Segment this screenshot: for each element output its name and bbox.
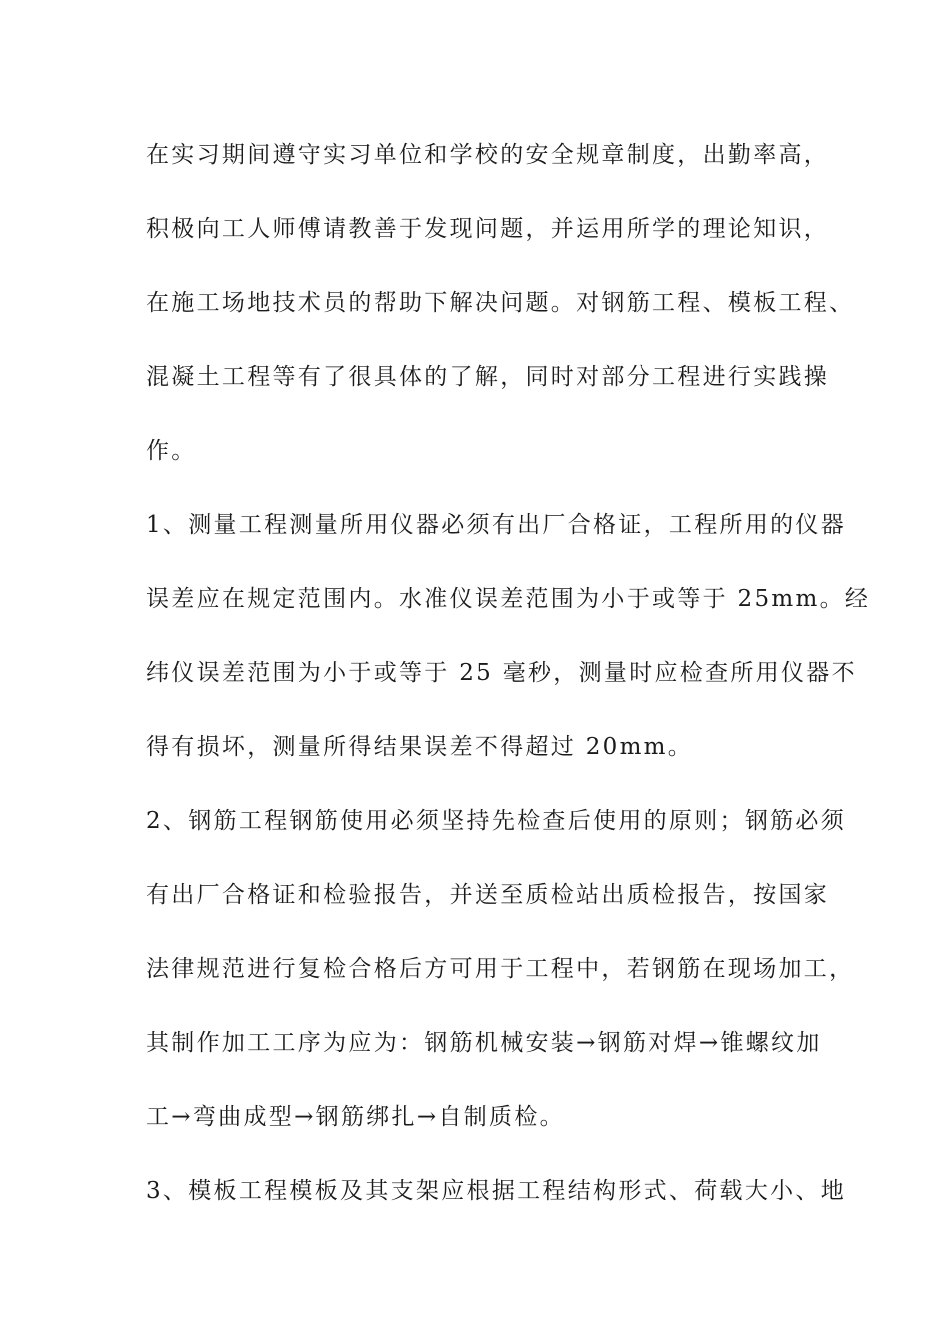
text-line: 法律规范进行复检合格后方可用于工程中，若钢筋在现场加工， — [146, 956, 855, 982]
text-line: 积极向工人师傅请教善于发现问题，并运用所学的理论知识， — [146, 216, 830, 242]
text-line: 有出厂合格证和检验报告，并送至质检站出质检报告，按国家 — [146, 882, 830, 908]
text-line: 3、模板工程模板及其支架应根据工程结构形式、荷载大小、地 — [146, 1178, 847, 1204]
text-line: 在实习期间遵守实习单位和学校的安全规章制度，出勤率高， — [146, 142, 830, 168]
text-line: 误差应在规定范围内。水准仪误差范围为小于或等于 25mm。经 — [146, 586, 871, 612]
text-line: 纬仪误差范围为小于或等于 25 毫秒，测量时应检查所用仪器不 — [146, 660, 857, 686]
text-line: 得有损坏，测量所得结果误差不得超过 20mm。 — [146, 734, 694, 760]
text-line: 其制作加工工序为应为：钢筋机械安装→钢筋对焊→锥螺纹加 — [146, 1030, 822, 1056]
text-line: 工→弯曲成型→钢筋绑扎→自制质检。 — [146, 1104, 565, 1130]
text-line: 混凝土工程等有了很具体的了解，同时对部分工程进行实践操 — [146, 364, 830, 390]
text-line: 1、测量工程测量所用仪器必须有出厂合格证，工程所用的仪器 — [146, 512, 847, 538]
text-line: 作。 — [146, 438, 197, 464]
text-line: 在施工场地技术员的帮助下解决问题。对钢筋工程、模板工程、 — [146, 290, 855, 316]
text-line: 2、钢筋工程钢筋使用必须坚持先检查后使用的原则；钢筋必须 — [146, 808, 847, 834]
